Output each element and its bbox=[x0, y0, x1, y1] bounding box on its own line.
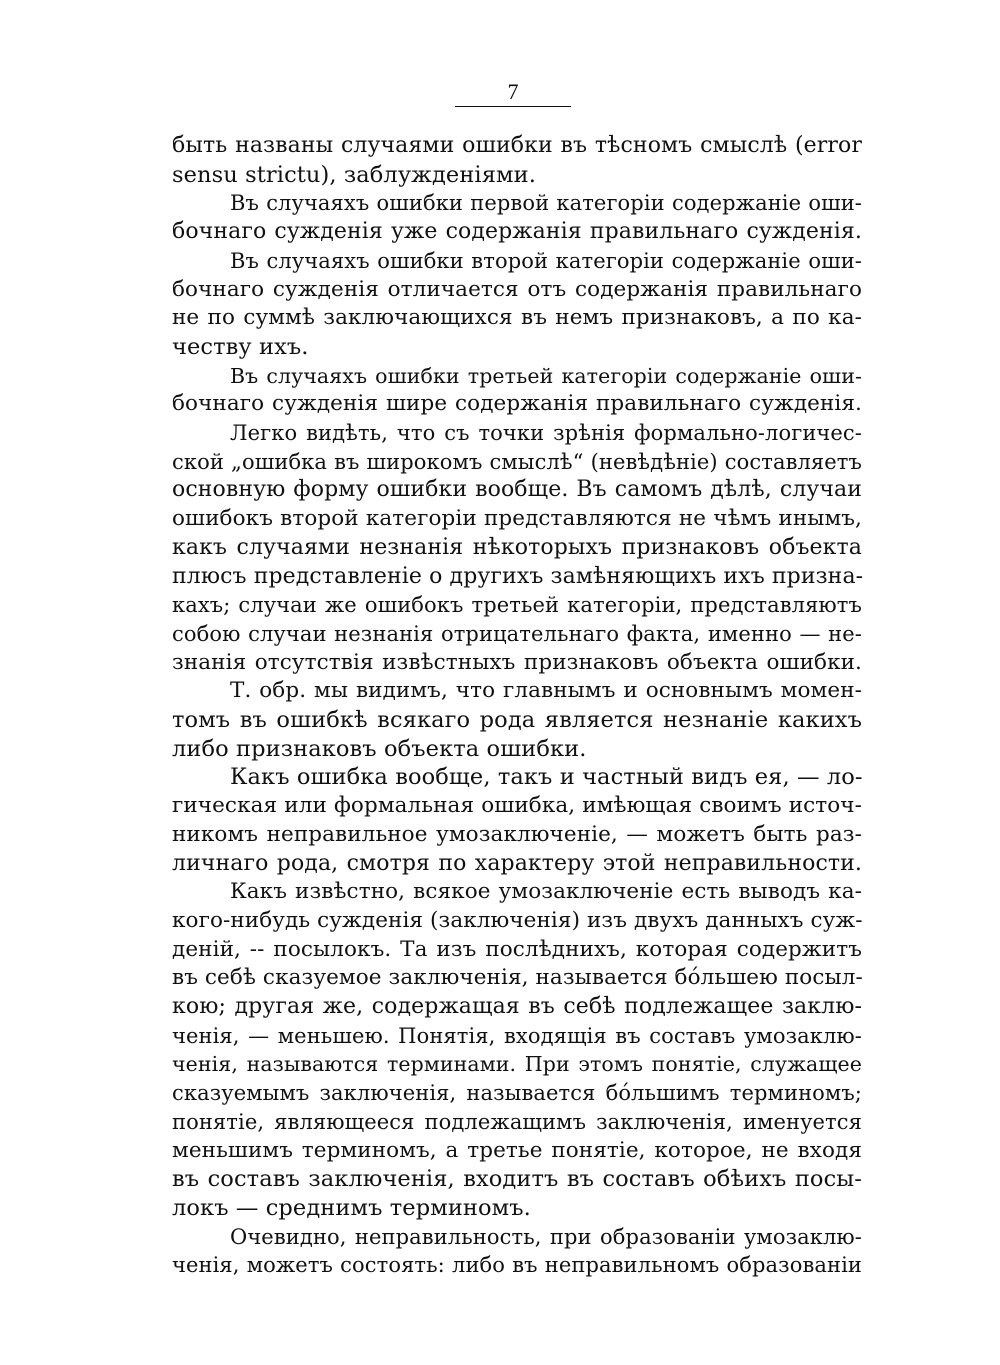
text-line: ченія, — меньшею. Понятія, входящія въ составъ умозаклю- bbox=[172, 1023, 862, 1048]
text-line: честву ихъ. bbox=[172, 333, 309, 360]
text-line: въ составъ заключенія, входитъ въ составъ обѣихъ посы- bbox=[172, 1166, 862, 1193]
text-line: томъ въ ошибкѣ всякаго рода является незнаніе какихъ bbox=[172, 707, 862, 733]
text-line: ченія, можетъ состоять: либо въ неправильномъ образованіи bbox=[172, 1253, 862, 1278]
text-line: основную форму ошибки вообще. Въ самомъ дѣлѣ, случаи bbox=[172, 477, 862, 503]
text-line: ченія, называются терминами. При этомъ понятіе, служащее bbox=[172, 1052, 862, 1077]
text-line: Очевидно, неправильность, при образованіи умозаклю- bbox=[230, 1224, 862, 1249]
text-line: Какъ извѣстно, всякое умозаключеніе есть выводъ ка- bbox=[230, 879, 862, 905]
text-line: Какъ ошибка вообще, такъ и частный видъ ея, — ло- bbox=[230, 764, 863, 791]
text-line: никомъ неправильное умозаключеніе, — можетъ быть раз- bbox=[172, 821, 862, 847]
text-line: локъ — среднимъ терминомъ. bbox=[172, 1194, 531, 1221]
text-line: быть названы случаями ошибки въ тѣсномъ смыслѣ (error bbox=[172, 133, 862, 158]
text-line: сказуемымъ заключенія, называется бо́льшимъ терминомъ; bbox=[172, 1081, 862, 1106]
text-line: Въ случаяхъ ошибки второй категоріи содержаніе оши- bbox=[230, 248, 862, 273]
text-line: деній, -- посылокъ. Та изъ послѣднихъ, которая содержитъ bbox=[172, 936, 862, 962]
text-line: бочнаго сужденія шире содержанія правильнаго сужденія. bbox=[172, 391, 862, 417]
text-line: кою; другая же, содержащая въ себѣ подлежащее заклю- bbox=[172, 994, 862, 1019]
text-line: собою случаи незнанія отрицательнаго факта, именно — не- bbox=[172, 621, 862, 646]
text-line: не по суммѣ заключающихся въ немъ признаковъ, а по ка- bbox=[172, 305, 862, 331]
text-line: бочнаго сужденія уже содержанія правильнаго сужденія. bbox=[172, 219, 862, 245]
text-line: либо признаковъ объекта ошибки. bbox=[172, 735, 587, 762]
text-line: Въ случаяхъ ошибки первой категоріи содержаніе оши- bbox=[230, 191, 862, 216]
text-line: ской „ошибка въ широкомъ смыслѣ“ (невѣдѣніе) составляетъ bbox=[172, 449, 862, 474]
page-number: 7 bbox=[507, 79, 519, 104]
text-line: меньшимъ терминомъ, а третье понятіе, которое, не входя bbox=[172, 1137, 862, 1163]
text-line: кахъ; случаи же ошибокъ третьей категоріи, представляютъ bbox=[172, 593, 862, 618]
text-line: понятіе, являющееся подлежащимъ заключенія, именуется bbox=[172, 1109, 862, 1134]
text-line: ошибокъ второй категоріи представляются не чѣмъ инымъ, bbox=[172, 506, 862, 532]
text-line: знанія отсутствія извѣстныхъ признаковъ объекта ошибки. bbox=[172, 649, 862, 675]
text-line: Т. обр. мы видимъ, что главнымъ и основнымъ момен- bbox=[230, 678, 862, 704]
text-line: гическая или формальная ошибка, имѣющая своимъ источ- bbox=[172, 793, 862, 819]
page-number-rule bbox=[455, 106, 571, 107]
text-line: плюсъ представленіе о другихъ замѣняющихъ ихъ призна- bbox=[172, 563, 864, 589]
text-line: Легко видѣть, что съ точки зрѣнія формально-логичес- bbox=[230, 421, 862, 445]
text-line: кого-нибудь сужденія (заключенія) изъ двухъ данныхъ суж- bbox=[172, 907, 863, 933]
text-line: бочнаго сужденія отличается отъ содержанія правильнаго bbox=[172, 276, 862, 302]
text-line: sensu strictu), заблужденіями. bbox=[172, 161, 536, 188]
text-line: какъ случаями незнанія нѣкоторыхъ признаковъ объекта bbox=[172, 534, 862, 560]
text-line: личнаго рода, смотря по характеру этой неправильности. bbox=[172, 850, 862, 876]
text-line: Въ случаяхъ ошибки третьей категоріи содержаніе оши- bbox=[230, 363, 862, 388]
text-line: въ себѣ сказуемое заключенія, называется бо́льшею посыл- bbox=[172, 965, 863, 991]
